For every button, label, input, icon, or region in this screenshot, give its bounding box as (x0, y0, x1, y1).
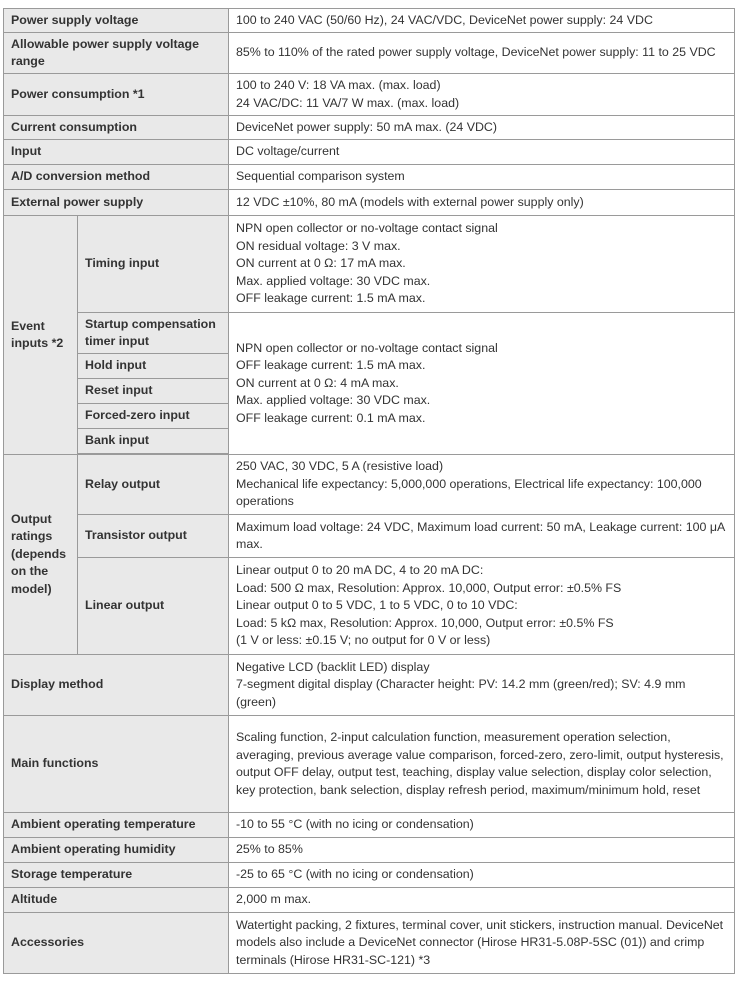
value-line: ON current at 0 Ω: 17 mA max. (236, 256, 406, 271)
value-line: 24 VAC/DC: 11 VA/7 W max. (max. load) (236, 95, 460, 110)
row-label: Accessories (4, 913, 229, 974)
table-row (4, 116, 735, 140)
row-value: 100 to 240 VAC (50/60 Hz), 24 VAC/VDC, DeviceNet power supply: 24 VDC (229, 9, 735, 33)
value-line: Load: 500 Ω max, Resolution: Approx. 10,000, Output error: ±0.5% FS (236, 580, 622, 595)
table-row (4, 515, 735, 558)
table-row (4, 190, 735, 216)
row-label: Ambient operating temperature (4, 813, 229, 838)
row-label: Reset input (78, 379, 229, 404)
row-value (229, 74, 735, 116)
table-row (4, 863, 735, 888)
table-row (4, 74, 735, 116)
row-value: 2,000 m max. (229, 888, 735, 913)
row-label: Transistor output (78, 515, 229, 558)
row-label: A/D conversion method (4, 165, 229, 190)
value-line: 7-segment digital display (Character height: PV: 14.2 mm (green/red); SV: 4.9 mm (green) (236, 677, 686, 709)
value-line: ON current at 0 Ω: 4 mA max. (236, 375, 399, 390)
table-row (4, 813, 735, 838)
table-row (4, 913, 735, 974)
row-label: Forced-zero input (78, 404, 229, 429)
row-label: Ambient operating humidity (4, 838, 229, 863)
row-label: External power supply (4, 190, 229, 216)
row-label: Power consumption *1 (4, 74, 229, 116)
value-line: Negative LCD (backlit LED) display (236, 659, 430, 674)
row-label: Linear output (78, 558, 229, 655)
row-value: 12 VDC ±10%, 80 mA (models with external power supply only) (229, 190, 735, 216)
row-label: Main functions (4, 716, 229, 813)
table-row (4, 838, 735, 863)
row-label: Display method (4, 655, 229, 716)
row-label: Current consumption (4, 116, 229, 140)
row-value: 85% to 110% of the rated power supply voltage, DeviceNet power supply: 11 to 25 VDC (229, 33, 735, 74)
value-line: (1 V or less: ±0.15 V; no output for 0 V or less) (236, 633, 491, 648)
row-label: Altitude (4, 888, 229, 913)
row-value (229, 558, 735, 655)
row-label: Allowable power supply voltage range (4, 33, 229, 74)
table-row (4, 455, 735, 515)
value-line: 100 to 240 V: 18 VA max. (max. load) (236, 78, 441, 92)
table-row (4, 9, 735, 33)
value-line: ON residual voltage: 3 V max. (236, 238, 401, 253)
row-value (229, 455, 735, 515)
value-line: Max. applied voltage: 30 VDC max. (236, 393, 431, 408)
row-value: Maximum load voltage: 24 VDC, Maximum load current: 50 mA, Leakage current: 100 μA max. (229, 515, 735, 558)
row-label: Storage temperature (4, 863, 229, 888)
row-value: -25 to 65 °C (with no icing or condensation) (229, 863, 735, 888)
value-line: Load: 5 kΩ max, Resolution: Approx. 10,000, Output error: ±0.5% FS (236, 615, 614, 630)
value-line: Mechanical life expectancy: 5,000,000 operations, Electrical life expectancy: 100,000 operations (236, 476, 702, 509)
table-row (4, 558, 735, 655)
row-value (229, 655, 735, 716)
row-value: Scaling function, 2-input calculation function, measurement operation selection, averaging, previous average value comparison, forced-zero, zero-limit, output hysteresis, output OFF delay, output test, teaching, display value selection, display color selection, key protection, bank selection, display refresh period, maximum/minimum hold, reset (229, 716, 735, 813)
value-line: Max. applied voltage: 30 VDC max. (236, 273, 431, 288)
value-line: 250 VAC, 30 VDC, 5 A (resistive load) (236, 459, 444, 474)
row-value: DeviceNet power supply: 50 mA max. (24 VDC) (229, 116, 735, 140)
table-row (4, 655, 735, 716)
table-row (4, 140, 735, 165)
table-row (4, 716, 735, 813)
value-line: OFF leakage current: 1.5 mA max. (236, 358, 426, 373)
row-value (229, 313, 735, 455)
value-line: NPN open collector or no-voltage contact signal (236, 221, 498, 236)
row-label: Startup compensation timer input (78, 313, 229, 354)
row-value: -10 to 55 °C (with no icing or condensation) (229, 813, 735, 838)
row-value: 25% to 85% (229, 838, 735, 863)
row-label: Relay output (78, 455, 229, 515)
spec-table (3, 8, 735, 974)
value-line: Linear output 0 to 5 VDC, 1 to 5 VDC, 0 to 10 VDC: (236, 598, 518, 613)
table-row (4, 33, 735, 74)
row-value: Sequential comparison system (229, 165, 735, 190)
table-row (4, 313, 735, 354)
value-line: OFF leakage current: 0.1 mA max. (236, 410, 426, 425)
row-value (229, 216, 735, 313)
row-label: Timing input (78, 216, 229, 313)
table-row (4, 165, 735, 190)
row-label: Power supply voltage (4, 9, 229, 33)
row-label: Hold input (78, 354, 229, 379)
table-row (4, 888, 735, 913)
table-row (4, 216, 735, 313)
group-label-output-ratings: Output ratings (depends on the model) (4, 455, 78, 655)
row-value: Watertight packing, 2 fixtures, terminal cover, unit stickers, instruction manual. DeviceNet models also include a DeviceNet connector (Hirose HR31-5.08P-5SC (01)) and crimp terminals (Hirose HR31-SC-121) *3 (229, 913, 735, 974)
group-label-event-inputs: Event inputs *2 (4, 216, 78, 455)
value-line: OFF leakage current: 1.5 mA max. (236, 291, 426, 306)
row-label: Input (4, 140, 229, 165)
value-line: NPN open collector or no-voltage contact signal (236, 340, 498, 355)
row-value: DC voltage/current (229, 140, 735, 165)
value-line: Linear output 0 to 20 mA DC, 4 to 20 mA DC: (236, 563, 484, 578)
row-label: Bank input (78, 429, 229, 454)
